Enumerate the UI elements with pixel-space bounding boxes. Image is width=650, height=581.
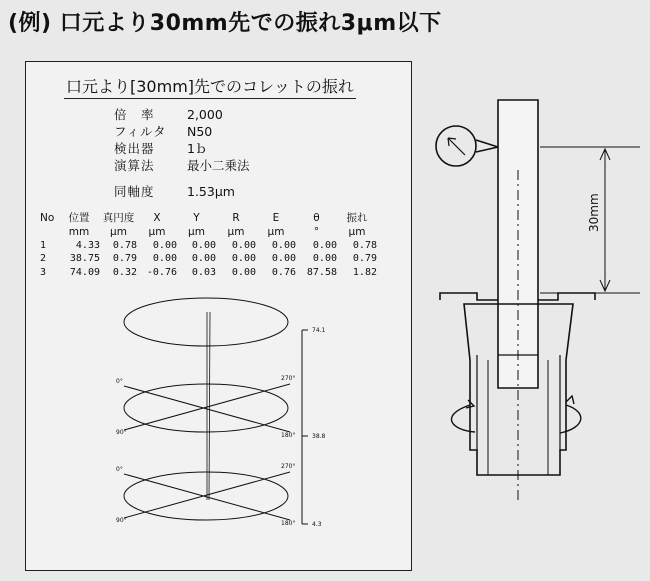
table-cell: 0.00 xyxy=(152,239,177,251)
table-cell: 0.00 xyxy=(231,253,256,265)
angle-label: 0° xyxy=(116,378,123,385)
setting-magnification: 倍 率 2,000 xyxy=(114,107,223,122)
table-cell: 0.00 xyxy=(191,239,216,251)
table-header: θ xyxy=(313,211,320,224)
angle-label: 270° xyxy=(281,375,296,382)
table-cell: 0.79 xyxy=(352,253,377,265)
measurement-table xyxy=(40,210,377,279)
table-unit: μm xyxy=(188,225,205,238)
scale-label: 74.1 xyxy=(312,327,326,334)
table-cell: 0.00 xyxy=(231,266,256,278)
table-cell: 1.82 xyxy=(352,266,377,278)
table-unit xyxy=(40,225,58,239)
dial-probe xyxy=(476,147,498,152)
table-unit: μm xyxy=(227,225,245,238)
angle-label: 180° xyxy=(281,520,296,527)
table-unit: μm xyxy=(148,225,166,238)
dial-needle xyxy=(448,138,465,155)
table-cell: 0.03 xyxy=(191,266,216,278)
table-cell: 2 xyxy=(40,253,47,265)
table-cell: 3 xyxy=(40,266,47,278)
table-header-row xyxy=(40,210,377,225)
table-cell: 0.79 xyxy=(112,253,137,265)
panel-title: 口元より[30mm]先でのコレットの振れ xyxy=(64,74,356,99)
table-cell: 1 xyxy=(40,239,47,251)
dimension-arrow-up xyxy=(600,149,610,160)
table-cell: 0.00 xyxy=(152,253,177,265)
collet-nut xyxy=(464,304,573,475)
collet-holder xyxy=(440,293,595,300)
dial-gauge-icon xyxy=(436,126,476,166)
tool-shank xyxy=(498,100,538,388)
table-row xyxy=(40,252,377,266)
table-header: 振れ xyxy=(346,212,368,224)
table-unit: mm xyxy=(68,225,90,238)
angle-label: 270° xyxy=(281,463,296,470)
table-unit: ° xyxy=(313,225,320,238)
table-header: 位置 xyxy=(68,212,90,224)
table-cell: 74.09 xyxy=(69,266,100,278)
table-cell: 0.78 xyxy=(112,239,137,251)
table-unit: μm xyxy=(348,225,366,238)
table-cell: 0.32 xyxy=(112,266,137,278)
rotation-arrowhead xyxy=(566,396,574,404)
table-cell: 0.00 xyxy=(191,253,216,265)
setting-detector: 検出器 1ｂ xyxy=(114,141,208,156)
rotation-arrowhead xyxy=(466,400,474,408)
collet-body xyxy=(477,355,560,450)
table-cell: 38.75 xyxy=(69,253,100,265)
table-cell: 4.33 xyxy=(75,239,100,251)
table-header: No xyxy=(40,211,55,224)
table-cell: 87.58 xyxy=(306,266,337,278)
table-header: 真円度 xyxy=(102,212,135,224)
table-cell: 0.00 xyxy=(312,253,337,265)
table-header: Y xyxy=(193,211,200,224)
table-units-row xyxy=(40,225,377,239)
table-header: E xyxy=(272,211,280,224)
table-header: R xyxy=(232,211,240,224)
angle-label: 90° xyxy=(116,429,127,436)
table-cell: -0.76 xyxy=(146,266,177,278)
table-row xyxy=(40,266,377,280)
angle-label: 180° xyxy=(281,432,296,439)
table-cell: 0.00 xyxy=(271,239,296,251)
scale-label: 4.3 xyxy=(312,521,322,528)
dial-probe xyxy=(476,140,498,147)
table-cell: 0.76 xyxy=(271,266,296,278)
table-cell: 0.00 xyxy=(312,239,337,251)
dial-needle-arrow xyxy=(448,138,456,146)
scale-label: 38.8 xyxy=(312,433,326,440)
setting-filter: フィルタ N50 xyxy=(114,124,213,139)
rotation-arrow-icon xyxy=(451,405,580,433)
measurement-panel xyxy=(25,61,412,571)
table-cell: 0.00 xyxy=(231,239,256,251)
angle-label: 0° xyxy=(116,466,123,473)
table-row xyxy=(40,239,377,253)
dimension-label: 30mm xyxy=(587,193,601,232)
angle-label: 90° xyxy=(116,517,127,524)
table-cell: 0.00 xyxy=(271,253,296,265)
table-unit: μm xyxy=(110,225,127,238)
coaxiality: 同軸度 1.53μm xyxy=(114,184,235,199)
setting-method: 演算法 最小二乗法 xyxy=(114,158,250,173)
dimension-arrow-down xyxy=(600,280,610,291)
table-header: X xyxy=(153,211,161,224)
table-unit: μm xyxy=(267,225,285,238)
table-cell: 0.78 xyxy=(352,239,377,251)
page-title: (例) 口元より30mm先での振れ3μm以下 xyxy=(8,11,442,36)
